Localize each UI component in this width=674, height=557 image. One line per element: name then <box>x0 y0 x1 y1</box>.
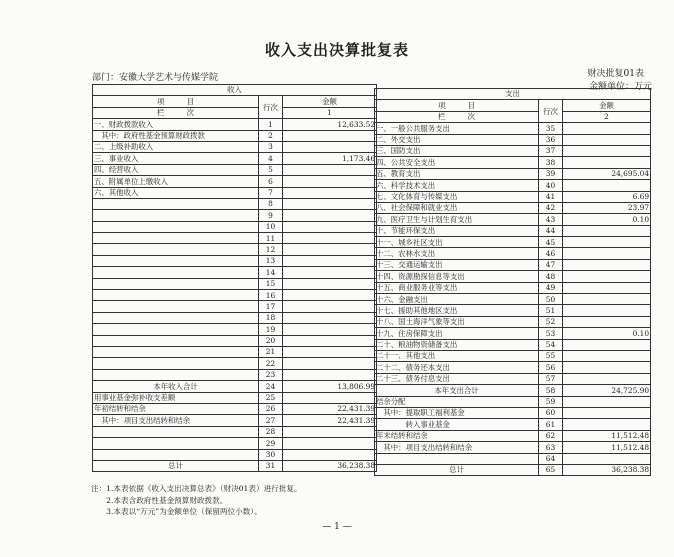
note-line: 注：1.本表依据《收入支出决算总表》（财决01表）进行批复。 <box>91 484 302 493</box>
expense-amount-cell <box>563 134 651 145</box>
expense-item-cell: 十五、商业服务业等支出 <box>375 282 539 293</box>
expense-amount-cell <box>563 350 651 361</box>
income-amount-cell <box>283 346 377 357</box>
expense-row <box>375 442 651 453</box>
expense-amount-cell <box>563 419 651 430</box>
income-row <box>93 312 377 323</box>
income-row <box>93 381 377 392</box>
income-line-cell: 23 <box>259 369 283 380</box>
income-item-cell <box>93 369 259 380</box>
income-line-cell: 16 <box>259 290 283 301</box>
expense-line-cell: 46 <box>539 248 563 259</box>
expense-col-column: 栏 次 <box>375 111 539 122</box>
expense-row <box>375 316 651 327</box>
income-row <box>93 164 377 175</box>
expense-item-cell: 一、一般公共服务支出 <box>375 123 539 134</box>
expense-amount-cell: 24,725.90 <box>563 385 651 396</box>
income-item-cell <box>93 449 259 460</box>
income-row <box>93 267 377 278</box>
income-row <box>93 403 377 414</box>
income-amount-cell <box>283 290 377 301</box>
income-amount-cell: 22,431.39 <box>283 415 377 426</box>
expense-row <box>375 214 651 225</box>
income-row <box>93 130 377 141</box>
income-row <box>93 358 377 369</box>
income-row <box>93 176 377 187</box>
income-table <box>92 84 377 472</box>
expense-line-cell: 56 <box>539 362 563 373</box>
income-item-cell <box>93 438 259 449</box>
income-item-cell: 用事业基金弥补收支差额 <box>93 392 259 403</box>
expense-row <box>375 305 651 316</box>
expense-amount-cell: 36,238.38 <box>563 464 651 475</box>
income-amount-cell <box>283 164 377 175</box>
expense-amount-cell <box>563 157 651 168</box>
income-item-cell: 六、其他收入 <box>93 187 259 198</box>
income-amount-cell <box>283 426 377 437</box>
expense-line-cell: 65 <box>539 464 563 475</box>
income-line-cell: 14 <box>259 267 283 278</box>
expense-amount-cell <box>563 396 651 407</box>
expense-item-cell: 十、节能环保支出 <box>375 225 539 236</box>
income-item-cell <box>93 267 259 278</box>
income-item-cell <box>93 210 259 221</box>
expense-row <box>375 168 651 179</box>
expense-amount-cell <box>563 259 651 270</box>
expense-item-cell: 十八、国土海洋气象等支出 <box>375 316 539 327</box>
expense-row <box>375 373 651 384</box>
expense-col-item: 项 目 <box>375 100 539 111</box>
income-line-cell: 24 <box>259 381 283 392</box>
income-item-cell: 总计 <box>93 460 259 471</box>
income-row <box>93 324 377 335</box>
income-amount-cell: 12,633.52 <box>283 119 377 130</box>
expense-row <box>375 385 651 396</box>
income-line-cell: 31 <box>259 460 283 471</box>
expense-item-cell: 其中：项目支出结转和结余 <box>375 442 539 453</box>
expense-row <box>375 453 651 464</box>
expense-line-cell: 35 <box>539 123 563 134</box>
income-line-cell: 5 <box>259 164 283 175</box>
income-row <box>93 290 377 301</box>
income-row <box>93 233 377 244</box>
income-line-cell: 18 <box>259 312 283 323</box>
expense-row <box>375 407 651 418</box>
expense-item-cell: 二十二、债务还本支出 <box>375 362 539 373</box>
income-row <box>93 392 377 403</box>
income-amount-cell: 13,806.99 <box>283 381 377 392</box>
expense-section-title: 支出 <box>375 89 651 100</box>
expense-item-cell: 二、外交支出 <box>375 134 539 145</box>
income-row <box>93 244 377 255</box>
expense-line-cell: 59 <box>539 396 563 407</box>
expense-amount-cell <box>563 305 651 316</box>
income-item-cell: 三、事业收入 <box>93 153 259 164</box>
income-item-cell <box>93 426 259 437</box>
expense-amount-cell: 23.97 <box>563 202 651 213</box>
income-row <box>93 198 377 209</box>
expense-row <box>375 430 651 441</box>
income-row <box>93 335 377 346</box>
income-amount-cell <box>283 233 377 244</box>
income-amount-cell <box>283 255 377 266</box>
expense-item-cell <box>375 453 539 464</box>
expense-table <box>374 88 651 476</box>
income-amount-cell <box>283 221 377 232</box>
income-amount-cell <box>283 278 377 289</box>
expense-line-cell: 61 <box>539 419 563 430</box>
expense-line-cell: 63 <box>539 442 563 453</box>
income-amount-cell <box>283 187 377 198</box>
income-line-cell: 19 <box>259 324 283 335</box>
expense-row <box>375 202 651 213</box>
income-item-cell <box>93 358 259 369</box>
income-item-cell <box>93 312 259 323</box>
income-row <box>93 415 377 426</box>
expense-row <box>375 328 651 339</box>
expense-line-cell: 54 <box>539 339 563 350</box>
income-line-cell: 9 <box>259 210 283 221</box>
expense-amount-cell: 0.10 <box>563 214 651 225</box>
expense-line-cell: 49 <box>539 282 563 293</box>
note-line: 3.本表以“万元”为金额单位（保留两位小数）。 <box>91 507 262 516</box>
expense-line-cell: 44 <box>539 225 563 236</box>
income-row <box>93 369 377 380</box>
expense-row <box>375 271 651 282</box>
expense-amount-cell <box>563 294 651 305</box>
expense-line-cell: 38 <box>539 157 563 168</box>
income-col-item: 项 目 <box>93 96 259 107</box>
expense-line-cell: 62 <box>539 430 563 441</box>
expense-line-cell: 51 <box>539 305 563 316</box>
expense-line-cell: 57 <box>539 373 563 384</box>
expense-row <box>375 259 651 270</box>
income-row <box>93 221 377 232</box>
income-amount-cell: 22,431.39 <box>283 403 377 414</box>
expense-item-cell: 二十一、其他支出 <box>375 350 539 361</box>
expense-line-cell: 48 <box>539 271 563 282</box>
department-label: 部门：安徽大学艺术与传媒学院 <box>92 73 219 83</box>
expense-row <box>375 157 651 168</box>
income-line-cell: 27 <box>259 415 283 426</box>
income-line-cell: 13 <box>259 255 283 266</box>
income-row <box>93 153 377 164</box>
income-row <box>93 426 377 437</box>
income-amount-cell <box>283 392 377 403</box>
expense-row <box>375 282 651 293</box>
income-line-cell: 25 <box>259 392 283 403</box>
income-item-cell <box>93 233 259 244</box>
expense-row <box>375 294 651 305</box>
income-line-cell: 28 <box>259 426 283 437</box>
expense-line-cell: 39 <box>539 168 563 179</box>
income-amount-cell <box>283 449 377 460</box>
page-number: — 1 — <box>322 522 352 532</box>
note-line: 2.本表含政府性基金预算财政拨款。 <box>91 495 228 505</box>
expense-line-cell: 55 <box>539 350 563 361</box>
expense-item-cell: 七、文化体育与传媒支出 <box>375 191 539 202</box>
income-row <box>93 346 377 357</box>
income-col-index: 1 <box>283 107 377 118</box>
expense-row <box>375 123 651 134</box>
income-line-cell: 30 <box>259 449 283 460</box>
income-item-cell: 本年收入合计 <box>93 381 259 392</box>
income-col-column: 栏 次 <box>93 107 259 118</box>
income-row <box>93 438 377 449</box>
expense-line-cell: 45 <box>539 237 563 248</box>
expense-row <box>375 396 651 407</box>
expense-line-cell: 40 <box>539 180 563 191</box>
expense-row <box>375 180 651 191</box>
income-line-cell: 22 <box>259 358 283 369</box>
expense-col-index: 2 <box>563 111 651 122</box>
income-row <box>93 141 377 152</box>
expense-row <box>375 339 651 350</box>
income-amount-cell <box>283 324 377 335</box>
income-line-cell: 4 <box>259 153 283 164</box>
expense-item-cell: 八、社会保障和就业支出 <box>375 202 539 213</box>
expense-item-cell: 二十、粮油物资储备支出 <box>375 339 539 350</box>
expense-item-cell: 六、科学技术支出 <box>375 180 539 191</box>
expense-amount-cell <box>563 225 651 236</box>
expense-line-cell: 64 <box>539 453 563 464</box>
income-line-cell: 20 <box>259 335 283 346</box>
income-item-cell: 五、附属单位上缴收入 <box>93 176 259 187</box>
income-line-cell: 26 <box>259 403 283 414</box>
expense-line-cell: 43 <box>539 214 563 225</box>
report-title: 收入支出决算批复表 <box>264 41 409 59</box>
income-amount-cell <box>283 198 377 209</box>
income-line-cell: 12 <box>259 244 283 255</box>
expense-row <box>375 362 651 373</box>
expense-col-line: 行次 <box>539 100 563 123</box>
income-amount-cell: 36,238.38 <box>283 460 377 471</box>
expense-row <box>375 134 651 145</box>
income-row <box>93 460 377 471</box>
expense-amount-cell: 0.10 <box>563 328 651 339</box>
income-item-cell <box>93 346 259 357</box>
income-line-cell: 17 <box>259 301 283 312</box>
expense-item-cell: 三、国防支出 <box>375 145 539 156</box>
income-line-cell: 15 <box>259 278 283 289</box>
expense-amount-cell <box>563 339 651 350</box>
income-amount-cell <box>283 301 377 312</box>
expense-item-cell: 本年支出合计 <box>375 385 539 396</box>
expense-line-cell: 37 <box>539 145 563 156</box>
expense-item-cell: 年末结转和结余 <box>375 430 539 441</box>
income-item-cell: 其中：政府性基金预算财政拨款 <box>93 130 259 141</box>
expense-amount-cell: 6.69 <box>563 191 651 202</box>
expense-amount-cell <box>563 248 651 259</box>
expense-amount-cell <box>563 316 651 327</box>
income-line-cell: 8 <box>259 198 283 209</box>
income-item-cell <box>93 221 259 232</box>
expense-line-cell: 50 <box>539 294 563 305</box>
income-amount-cell <box>283 176 377 187</box>
income-line-cell: 10 <box>259 221 283 232</box>
income-amount-cell <box>283 130 377 141</box>
income-row <box>93 255 377 266</box>
income-item-cell <box>93 301 259 312</box>
expense-amount-cell: 11,512.48 <box>563 430 651 441</box>
expense-line-cell: 36 <box>539 134 563 145</box>
notes <box>91 483 302 518</box>
income-amount-cell <box>283 210 377 221</box>
expense-row <box>375 464 651 475</box>
expense-amount-cell <box>563 271 651 282</box>
expense-amount-cell: 24,695.04 <box>563 168 651 179</box>
expense-amount-cell <box>563 282 651 293</box>
expense-amount-cell <box>563 180 651 191</box>
expense-line-cell: 41 <box>539 191 563 202</box>
expense-item-cell: 结余分配 <box>375 396 539 407</box>
expense-row <box>375 225 651 236</box>
expense-amount-cell <box>563 407 651 418</box>
expense-row <box>375 419 651 430</box>
expense-item-cell: 十一、城乡社区支出 <box>375 237 539 248</box>
income-item-cell <box>93 278 259 289</box>
income-line-cell: 21 <box>259 346 283 357</box>
expense-amount-cell <box>563 237 651 248</box>
income-item-cell: 二、上级补助收入 <box>93 141 259 152</box>
income-item-cell: 一、财政拨款收入 <box>93 119 259 130</box>
expense-amount-cell: 11,512.48 <box>563 442 651 453</box>
income-line-cell: 2 <box>259 130 283 141</box>
income-item-cell <box>93 324 259 335</box>
income-amount-cell <box>283 312 377 323</box>
expense-item-cell: 五、教育支出 <box>375 168 539 179</box>
income-amount-cell <box>283 141 377 152</box>
expense-amount-cell <box>563 123 651 134</box>
income-line-cell: 29 <box>259 438 283 449</box>
expense-col-amount: 金额 <box>563 100 651 111</box>
income-row <box>93 449 377 460</box>
expense-amount-cell <box>563 453 651 464</box>
unit-label: 金额单位：万元 <box>588 82 652 92</box>
income-line-cell: 11 <box>259 233 283 244</box>
income-section-title: 收入 <box>93 85 377 96</box>
expense-line-cell: 53 <box>539 328 563 339</box>
expense-amount-cell <box>563 362 651 373</box>
income-amount-cell <box>283 438 377 449</box>
expense-row <box>375 145 651 156</box>
expense-line-cell: 52 <box>539 316 563 327</box>
expense-item-cell: 其中：提取职工福利基金 <box>375 407 539 418</box>
income-item-cell: 年初结转和结余 <box>93 403 259 414</box>
expense-line-cell: 58 <box>539 385 563 396</box>
income-item-cell <box>93 244 259 255</box>
expense-item-cell: 九、医疗卫生与计划生育支出 <box>375 214 539 225</box>
income-amount-cell <box>283 369 377 380</box>
form-code: 财决批复01表 <box>587 69 644 79</box>
income-amount-cell: 1,173.46 <box>283 153 377 164</box>
income-amount-cell <box>283 267 377 278</box>
income-amount-cell <box>283 244 377 255</box>
income-line-cell: 1 <box>259 119 283 130</box>
income-line-cell: 6 <box>259 176 283 187</box>
expense-item-cell: 十二、农林水支出 <box>375 248 539 259</box>
income-row <box>93 187 377 198</box>
expense-row <box>375 191 651 202</box>
expense-item-cell: 十七、援助其他地区支出 <box>375 305 539 316</box>
income-col-line: 行次 <box>259 96 283 119</box>
expense-item-cell: 十六、金融支出 <box>375 294 539 305</box>
income-line-cell: 3 <box>259 141 283 152</box>
expense-item-cell: 十三、交通运输支出 <box>375 259 539 270</box>
expense-row <box>375 237 651 248</box>
income-item-cell <box>93 255 259 266</box>
income-item-cell <box>93 290 259 301</box>
income-item-cell <box>93 335 259 346</box>
expense-item-cell: 总计 <box>375 464 539 475</box>
expense-item-cell: 二十三、债务付息支出 <box>375 373 539 384</box>
income-row <box>93 301 377 312</box>
income-item-cell: 四、经营收入 <box>93 164 259 175</box>
expense-line-cell: 42 <box>539 202 563 213</box>
expense-line-cell: 47 <box>539 259 563 270</box>
expense-item-cell: 十九、住房保障支出 <box>375 328 539 339</box>
income-amount-cell <box>283 358 377 369</box>
income-item-cell: 其中：项目支出结转和结余 <box>93 415 259 426</box>
expense-item-cell: 转入事业基金 <box>375 419 539 430</box>
expense-line-cell: 60 <box>539 407 563 418</box>
expense-amount-cell <box>563 373 651 384</box>
income-amount-cell <box>283 335 377 346</box>
income-row <box>93 119 377 130</box>
expense-row <box>375 350 651 361</box>
income-item-cell <box>93 198 259 209</box>
expense-item-cell: 十四、资源勘探信息等支出 <box>375 271 539 282</box>
income-col-amount: 金额 <box>283 96 377 107</box>
income-row <box>93 210 377 221</box>
expense-row <box>375 248 651 259</box>
income-line-cell: 7 <box>259 187 283 198</box>
expense-item-cell: 四、公共安全支出 <box>375 157 539 168</box>
expense-amount-cell <box>563 145 651 156</box>
income-row <box>93 278 377 289</box>
